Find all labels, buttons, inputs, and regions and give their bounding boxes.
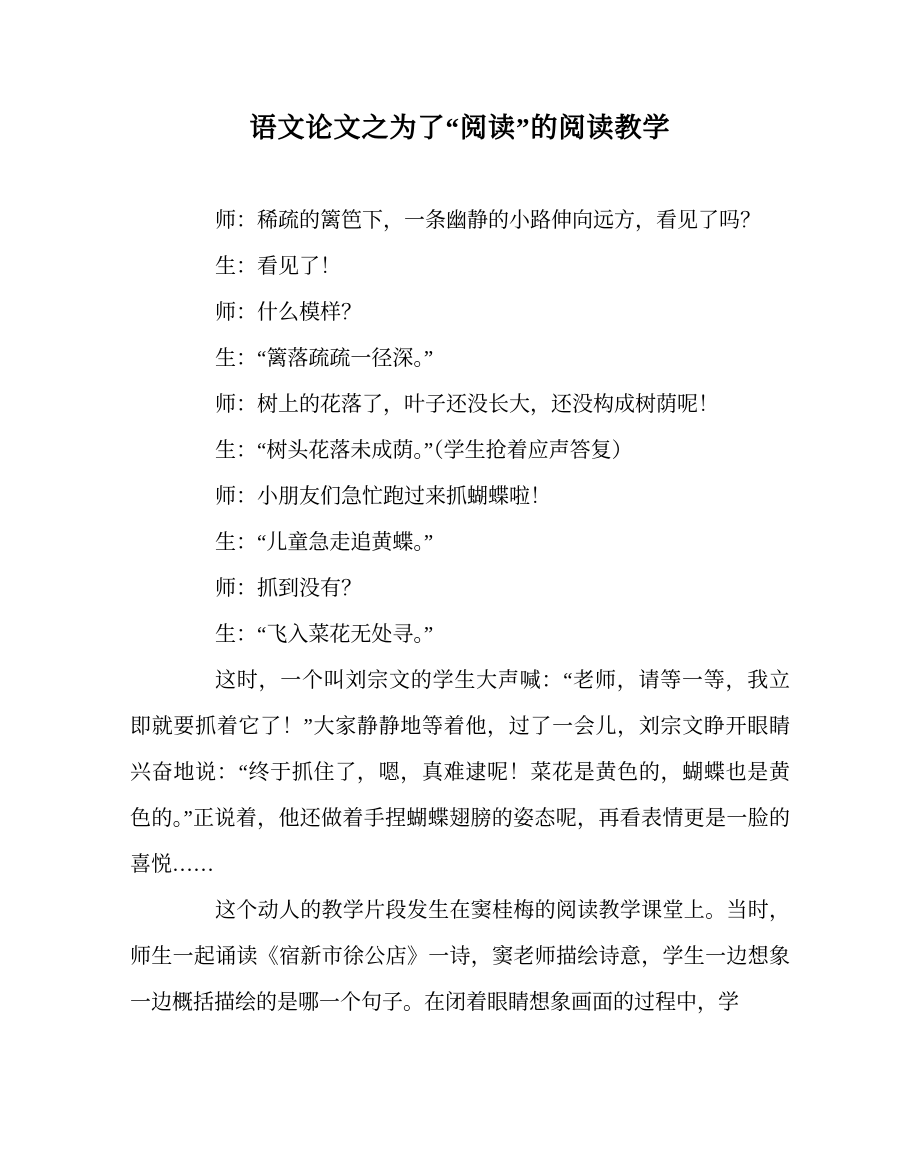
dialogue-line: 师：稀疏的篱笆下，一条幽静的小路伸向远方，看见了吗？ xyxy=(215,208,761,232)
dialogue-line: 师：什么模样？ xyxy=(215,300,362,324)
dialogue-line: 生：看见了！ xyxy=(215,254,341,278)
dialogue-line: 生：“树头花落未成荫。”（学生抢着应声答复） xyxy=(215,438,633,462)
dialogue-line: 生：“飞入菜花无处寻。” xyxy=(215,622,434,646)
dialogue-line: 师：抓到没有？ xyxy=(215,576,362,600)
document-title: 语文论文之为了“阅读”的阅读教学 xyxy=(249,113,671,143)
body-paragraph: 这个动人的教学片段发生在窦桂梅的阅读教学课堂上。当时，师生一起诵读《宿新市徐公店》一诗，窦老师描绘诗意，学生一边想象一边概括描绘的是哪一个句子。在闭着眼睛想象画面的过程中，学 xyxy=(130,898,790,1014)
body-paragraph: 这时，一个叫刘宗文的学生大声喊：“老师，请等一等，我立即就要抓着它了！”大家静静地等着他，过了一会儿，刘宗文睁开眼睛兴奋地说：“终于抓住了，嗯，真难逮呢！菜花是黄色的，蝴蝶也是黄色的。”正说着，他还做着手捏蝴蝶翅膀的姿态呢，再看表情更是一脸的喜悦…… xyxy=(130,668,790,876)
document-body xyxy=(130,197,790,1025)
dialogue-line: 生：“儿童急走追黄蝶。” xyxy=(215,530,434,554)
dialogue-line: 生：“篱落疏疏一径深。” xyxy=(215,346,434,370)
dialogue-line: 师：小朋友们急忙跑过来抓蝴蝶啦！ xyxy=(215,484,551,508)
dialogue-line: 师：树上的花落了，叶子还没长大，还没构成树荫呢！ xyxy=(215,392,719,416)
